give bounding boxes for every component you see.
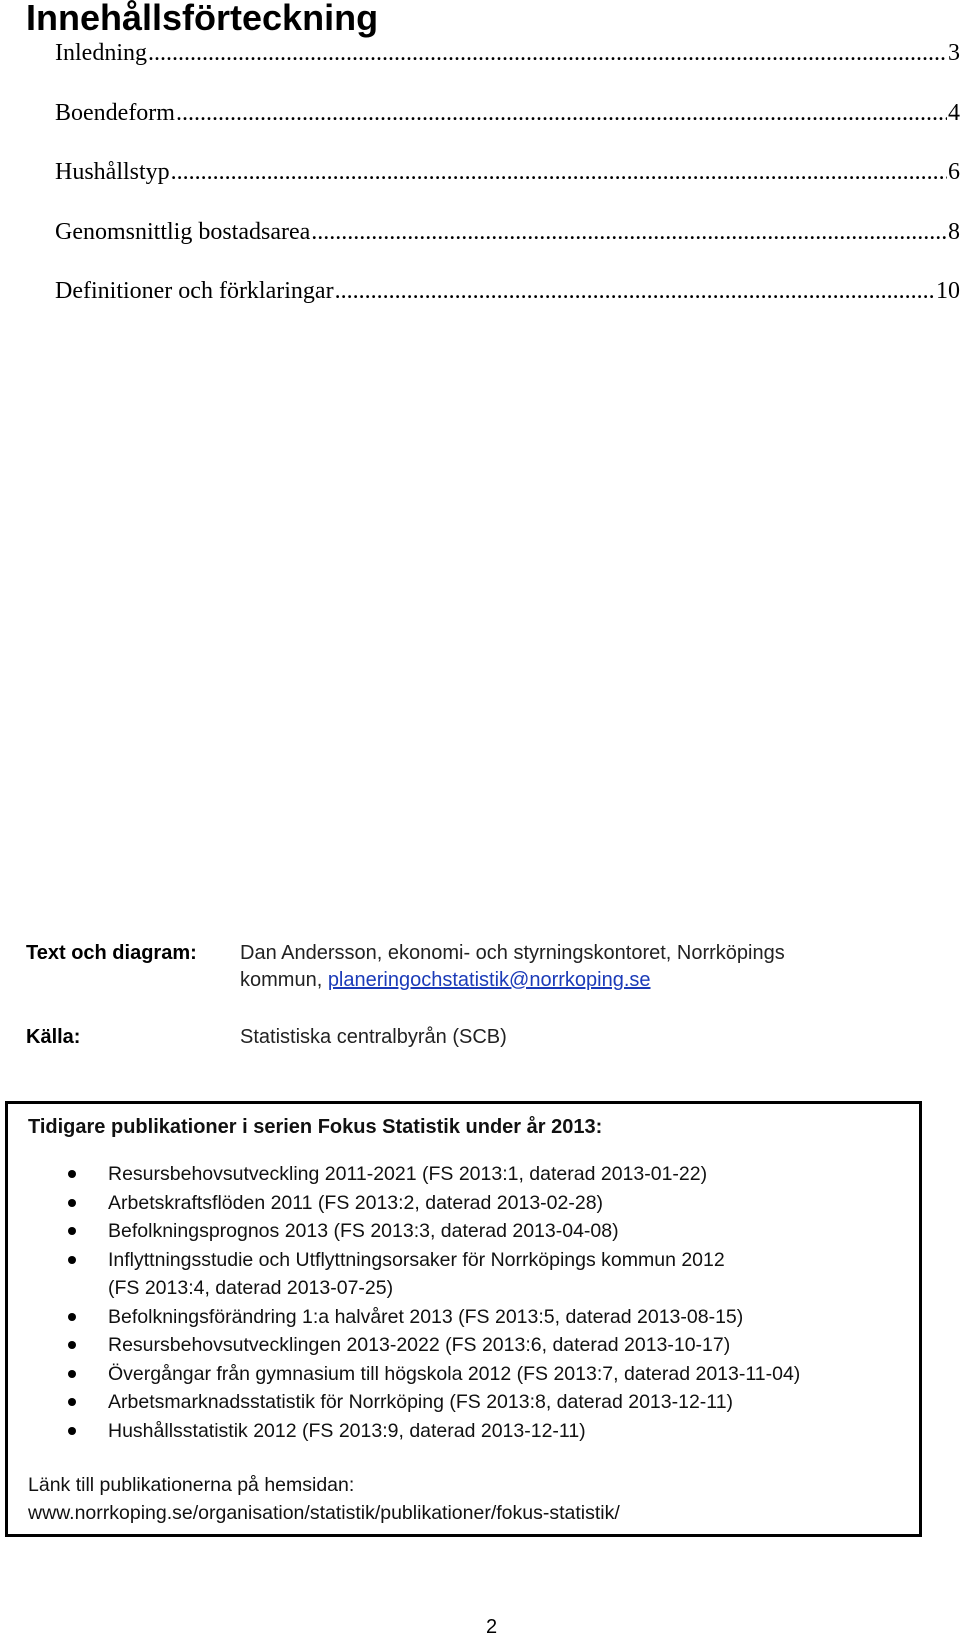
toc-entry-page: 3 (948, 40, 960, 66)
author-line: Dan Andersson, ekonomi- och styrningskontoret, Norrköpings (240, 942, 785, 964)
publications-link-block (28, 1471, 620, 1527)
toc-entry-page: 8 (948, 218, 960, 245)
list-item (8, 1303, 922, 1332)
publications-url[interactable]: www.norrkoping.se/organisation/statistik/publikationer/fokus-statistik/ (28, 1502, 620, 1524)
list-item (8, 1417, 922, 1446)
bullet-icon (68, 1313, 76, 1321)
toc-entry[interactable] (55, 38, 960, 68)
toc-leader-dots (335, 276, 935, 306)
source-label: Källa: (26, 1026, 81, 1048)
author-label: Text och diagram: (26, 942, 197, 964)
publication-text: Resursbehovsutvecklingen 2013-2022 (FS 2013:6, daterad 2013-10-17) (108, 1334, 731, 1356)
toc-entry[interactable] (55, 276, 960, 306)
publication-text-continued: (FS 2013:4, daterad 2013-07-25) (108, 1277, 394, 1299)
toc-leader-dots (311, 217, 947, 247)
email-link[interactable]: planeringochstatistik@norrkoping.se (327, 969, 651, 991)
bullet-icon (68, 1427, 76, 1435)
toc-entry-label: Boendeform (55, 99, 175, 126)
toc-entry-page: 10 (936, 278, 960, 304)
toc-leader-dots (148, 38, 947, 68)
bullet-icon (68, 1256, 76, 1264)
bullet-icon (68, 1199, 76, 1207)
bullet-icon (68, 1227, 76, 1235)
author-line-prefix: kommun, (240, 969, 328, 991)
source-value: Statistiska centralbyrån (SCB) (240, 1026, 507, 1048)
bullet-icon (68, 1341, 76, 1349)
list-item (8, 1246, 922, 1303)
author-value (240, 940, 920, 994)
publication-text: Befolkningsprognos 2013 (FS 2013:3, daterad 2013-04-08) (108, 1220, 619, 1242)
publication-text: Arbetsmarknadsstatistik för Norrköping (FS 2013:8, daterad 2013-12-11) (108, 1391, 734, 1413)
publication-text: Befolkningsförändring 1:a halvåret 2013 (FS 2013:5, daterad 2013-08-15) (108, 1305, 744, 1328)
bullet-icon (68, 1398, 76, 1406)
toc-entry-label: Inledning (55, 40, 147, 66)
toc-entry-label: Genomsnittlig bostadsarea (55, 218, 311, 245)
toc-entry[interactable] (55, 98, 960, 128)
toc-entry-label: Definitioner och förklaringar (55, 278, 334, 304)
toc-entry-label: Hushållstyp (55, 159, 170, 185)
page-number: 2 (486, 1616, 498, 1638)
bullet-icon (68, 1370, 76, 1378)
publication-text: Hushållsstatistik 2012 (FS 2013:9, daterad 2013-12-11) (108, 1419, 586, 1442)
publication-text: Inflyttningsstudie och Utflyttningsorsaker för Norrköpings kommun 2012 (108, 1248, 725, 1271)
list-item (8, 1160, 922, 1189)
link-label: Länk till publikationerna på hemsidan: (28, 1474, 355, 1496)
publications-box (5, 1101, 922, 1537)
publications-title: Tidigare publikationer i serien Fokus Statistik under år 2013: (28, 1116, 603, 1138)
toc-entry-page: 6 (948, 159, 960, 185)
publication-text: Övergångar från gymnasium till högskola 2012 (FS 2013:7, daterad 2013-11-04) (108, 1362, 801, 1385)
toc-leader-dots (171, 157, 947, 187)
publication-text: Resursbehovsutveckling 2011-2021 (FS 2013:1, daterad 2013-01-22) (108, 1163, 708, 1185)
publications-list (8, 1160, 922, 1445)
list-item (8, 1388, 922, 1417)
table-of-contents (55, 38, 960, 336)
toc-entry[interactable] (55, 157, 960, 187)
toc-entry-page: 4 (948, 99, 960, 126)
list-item (8, 1331, 922, 1360)
toc-entry[interactable] (55, 217, 960, 247)
list-item (8, 1360, 922, 1389)
page-title: Innehållsförteckning (26, 0, 379, 38)
publication-text: Arbetskraftsflöden 2011 (FS 2013:2, daterad 2013-02-28) (108, 1191, 604, 1214)
bullet-icon (68, 1170, 76, 1178)
list-item (8, 1189, 922, 1218)
list-item (8, 1217, 922, 1246)
toc-leader-dots (176, 98, 947, 128)
